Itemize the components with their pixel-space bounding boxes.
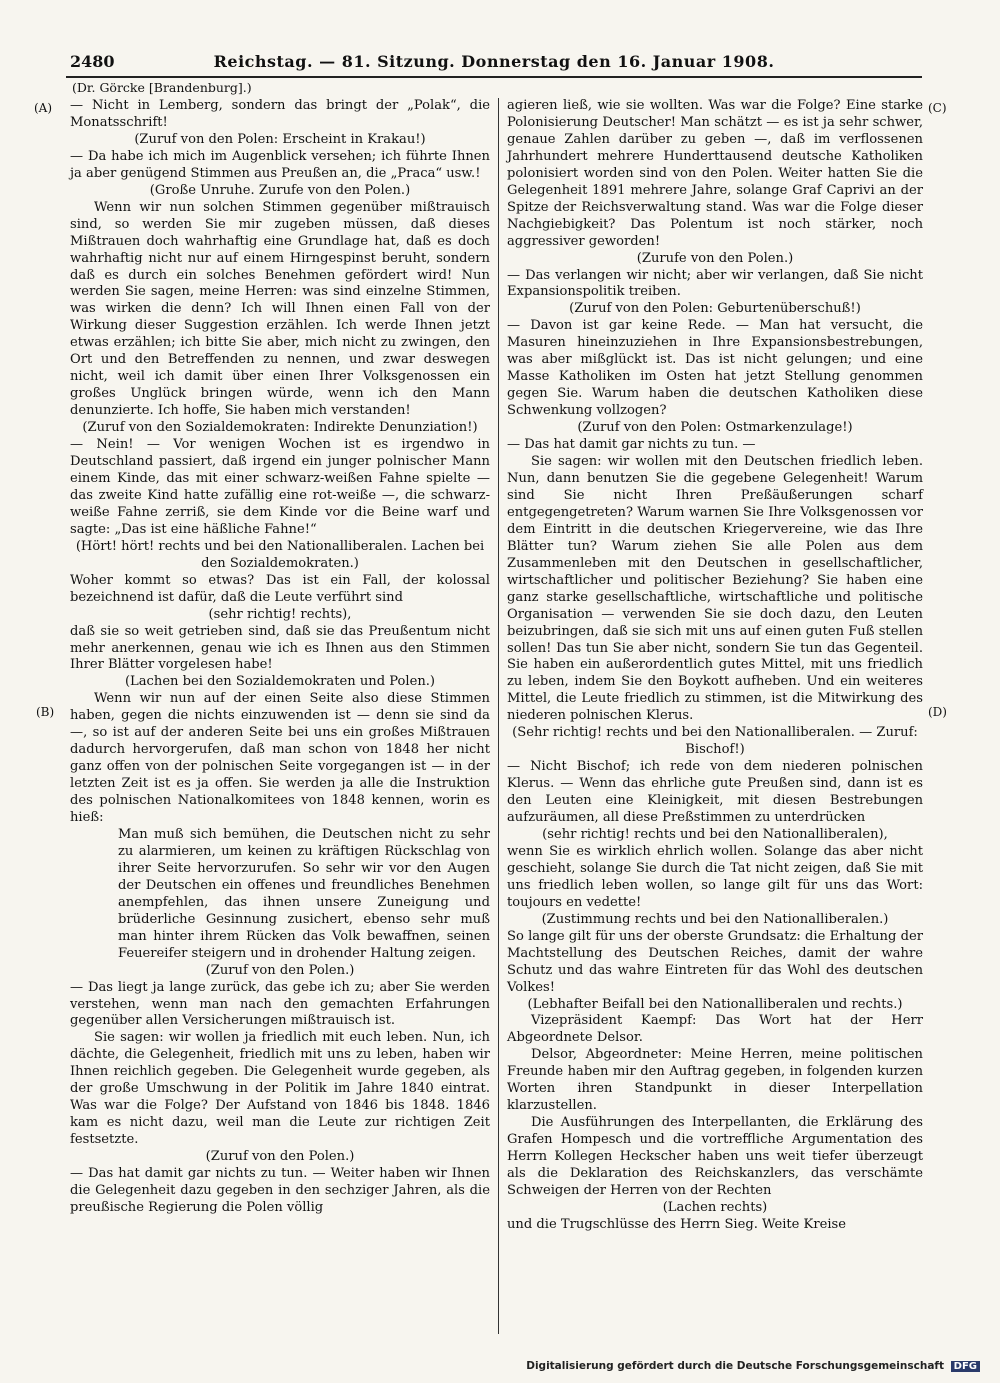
dfg-logo: DFG xyxy=(951,1361,980,1372)
paragraph: (Zuruf von den Polen.) xyxy=(205,1149,355,1165)
paragraph: (sehr richtig! rechts und bei den Nationalliberalen), xyxy=(542,826,888,842)
paragraph: Wenn wir nun solchen Stimmen gegenüber mißtrauisch sind, so werden Sie mir zugeben müssen, daß dieses Mißtrauen doch wahrhaftig eine Grundlage hat, daß es doch wahrhaftig nicht nur auf einem Hirngespinst beruht, sondern daß es durch ein solches Benehmen gefördert wird! Nun werden Sie sagen, meine Herren: was sind einzelne Stimmen, was wirken die denn? Ich will Ihnen einen Fall von der Wirkung dieser Suggestion erzählen. Ich werde Ihnen jetzt etwas erzählen; ich bitte Sie aber, mich nicht zu zwingen, den Ort und den Betreffenden zu nennen, und zwar deswegen nicht, weil ich damit über einen Ihrer Volksgenossen ein großes Unglück bringen würde, wenn ich den Mann denunzierte. Ich hoffe, Sie haben mich verstanden! xyxy=(70,199,490,419)
margin-mark-b: (B) xyxy=(36,705,55,719)
paragraph: (Lachen bei den Sozialdemokraten und Polen.) xyxy=(124,674,436,690)
page-header xyxy=(66,50,922,78)
page-number: 2480 xyxy=(70,52,115,71)
paragraph: (Hört! hört! rechts und bei den Nationalliberalen. Lachen bei den Sozialdemokraten.) xyxy=(75,538,485,571)
paragraph: Wenn wir nun auf der einen Seite also diese Stimmen haben, gegen die nichts einzuwenden ist — denn sie sind da —, so ist auf der anderen Seite bei uns ein großes Mißtrauen dadurch hervorgerufen, daß man schon von 1848 her nicht ganz offen von der polnischen Seite vorgegangen ist — in der letzten Zeit ist es ja offen. Sie werden ja alle die Instruktion des polnischen Nationalkomitees von 1848 kennen, worin es hieß: xyxy=(70,691,490,826)
paragraph: — Das liegt ja lange zurück, das gebe ich zu; aber Sie werden verstehen, wenn man nach den gemachten Erfahrungen gegenüber allen Versicherungen mißtrauisch ist. xyxy=(70,979,490,1029)
margin-mark-a: (A) xyxy=(34,101,53,115)
paragraph: (Lebhafter Beifall bei den Nationalliberalen und rechts.) xyxy=(527,996,903,1012)
paragraph: Man muß sich bemühen, die Deutschen nicht zu sehr zu alarmieren, um keinen zu kräftigen Rückschlag von ihrer Seite hervorzurufen. So sehr wir vor den Augen der Deutschen ein offenes und freundliches Benehmen anempfehlen, das ihnen unsere Zuneigung und brüderliche Gesinnung zusichert, ebenso sehr muß man hinter ihrem Rücken das Volk bewaffnen, seinen Feuereifer steigern und in drohender Haltung zeigen. xyxy=(118,826,490,961)
paragraph: — Das verlangen wir nicht; aber wir verlangen, daß Sie nicht Expansionspolitik treiben. xyxy=(507,267,923,300)
paragraph: wenn Sie es wirklich ehrlich wollen. Solange das aber nicht geschieht, solange Sie durch die Tat nicht zeigen, daß Sie mit uns friedlich leben wollen, so lange gilt für uns das Wort: toujours en vedette! xyxy=(507,843,923,910)
left-text-column xyxy=(70,98,490,1217)
paragraph: (Große Unruhe. Zurufe von den Polen.) xyxy=(149,182,411,198)
paragraph: (Lachen rechts) xyxy=(662,1199,768,1215)
paragraph: — Nicht Bischof; ich rede von dem niederen polnischen Klerus. — Wenn das ehrliche gute Preußen sind, dann ist es den Leuten eine Kleinigkeit, mit diesen Bestrebungen aufzuräumen, all diese Preßstimmen zu unterdrücken xyxy=(507,759,923,826)
paragraph: Vizepräsident Kaempf: Das Wort hat der Herr Abgeordnete Delsor. xyxy=(507,1013,923,1046)
paragraph: Sie sagen: wir wollen ja friedlich mit euch leben. Nun, ich dächte, die Gelegenheit, friedlich mit uns zu leben, haben wir Ihnen reichlich gegeben. Die Gelegenheit wurde gegeben, als der große Umschwung in der Politik im Jahre 1840 eintrat. Was war die Folge? Der Aufstand von 1846 bis 1848. 1846 kam es nicht dazu, weil man die Leute zur richtigen Zeit festsetzte. xyxy=(70,1030,490,1148)
paragraph: Woher kommt so etwas? Das ist ein Fall, der kolossal bezeichnend ist dafür, daß die Leute verführt sind xyxy=(70,572,490,605)
paragraph: (sehr richtig! rechts), xyxy=(208,606,352,622)
paragraph: (Zustimmung rechts und bei den Nationalliberalen.) xyxy=(541,911,889,927)
paragraph: Delsor, Abgeordneter: Meine Herren, meine politischen Freunde haben mir den Auftrag gegeben, in folgenden kurzen Worten ihren Standpunkt in dieser Interpellation klarzustellen. xyxy=(507,1047,923,1114)
paragraph: — Nicht in Lemberg, sondern das bringt der „Polak“, die Monatsschrift! xyxy=(70,98,490,130)
paragraph: Die Ausführungen des Interpellanten, die Erklärung des Grafen Hompesch und die vortreffliche Argumentation des Herrn Kollegen Heckscher haben uns weit tiefer überzeugt als die Deklaration des Reichskanzlers, das verschämte Schweigen der Herren von der Rechten xyxy=(507,1115,923,1198)
paragraph: — Nein! — Vor wenigen Wochen ist es irgendwo in Deutschland passiert, daß irgend ein junger polnischer Mann einem Kinde, das mit einer schwarz-weißen Fahne spielte — das zweite Kind hatte zufällig eine rot-weiße —, die schwarz-weiße Fahne zerriß, sie dem Kinde vor die Beine warf und sagte: „Das ist eine häßliche Fahne!“ xyxy=(70,437,490,537)
paragraph: Sie sagen: wir wollen mit den Deutschen friedlich leben. Nun, dann benutzen Sie die gegebene Gelegenheit! Warum sind Sie nicht Ihren Preßäußerungen scharf entgegengetreten? Warum warnen Sie Ihre Volksgenossen vor dem Eintritt in die deutschen Kriegervereine, wie das Ihre Blätter tun? Warum ziehen Sie alle Polen aus dem Zusammenleben mit den Deutschen in gesellschaftlicher, wirtschaftlicher und politischer Beziehung? Sie haben eine ganz starke gesellschaftliche, wirtschaftliche und politische Organisation — verwenden Sie sie doch dazu, den Leuten beizubringen, daß sie sich mit uns auf einen guten Fuß stellen sollen! Das tun Sie aber nicht, sondern Sie tun das Gegenteil. Sie haben ein außerordentlich gutes Mittel, mit uns friedlich zu leben, indem Sie den Boykott aufheben. Und ein weiteres Mittel, die Leute friedlich zu stimmen, ist die Mitwirkung des niederen polnischen Klerus. xyxy=(507,454,923,724)
paragraph: (Zuruf von den Polen: Ostmarkenzulage!) xyxy=(577,420,853,436)
paragraph: — Das hat damit gar nichts zu tun. — Weiter haben wir Ihnen die Gelegenheit dazu gegeben in den sechziger Jahren, als die preußische Regierung die Polen völlig xyxy=(70,1166,490,1215)
margin-mark-d: (D) xyxy=(928,705,947,719)
paragraph: daß sie so weit getrieben sind, daß sie das Preußentum nicht mehr anerkennen, genau wie ich es Ihnen aus den Stimmen Ihrer Blätter vorgelesen habe! xyxy=(70,623,490,673)
right-text-column xyxy=(507,98,923,1234)
paragraph: (Zurufe von den Polen.) xyxy=(636,250,794,266)
page-title: Reichstag. — 81. Sitzung. Donnerstag den 16. Januar 1908. xyxy=(213,52,775,71)
footer-credit xyxy=(526,1360,980,1372)
speaker-heading: (Dr. Görcke [Brandenburg].) xyxy=(72,80,252,95)
paragraph: (Zuruf von den Polen: Geburtenüberschuß!) xyxy=(569,301,861,317)
paragraph: (Zuruf von den Polen: Erscheint in Krakau!) xyxy=(134,131,426,147)
paragraph: — Davon ist gar keine Rede. — Man hat versucht, die Masuren hineinzuziehen in Ihre Expansionsbestrebungen, was aber mißglückt ist. Das ist nicht gelungen; und eine Masse Katholiken im Osten hat jetzt Stellung genommen gegen Sie. Warum haben die deutschen Katholiken diese Schwenkung vollzogen? xyxy=(507,318,923,419)
column-divider xyxy=(498,98,499,1334)
paragraph: (Zuruf von den Sozialdemokraten: Indirekte Denunziation!) xyxy=(82,420,478,436)
margin-mark-c: (C) xyxy=(928,101,947,115)
paragraph: (Zuruf von den Polen.) xyxy=(205,962,355,978)
footer-text: Digitalisierung gefördert durch die Deutsche Forschungsgemeinschaft xyxy=(526,1360,944,1372)
paragraph: agieren ließ, wie sie wollten. Was war die Folge? Eine starke Polonisierung Deutscher! Man schätzt — es ist ja sehr schwer, genaue Zahlen darüber zu geben —, daß im verflossenen Jahrhundert mehrere Hunderttausend deutsche Katholiken polonisiert worden sind von den Polen. Weiter hatten Sie die Gelegenheit 1891 mehrere Jahre, solange Graf Caprivi an der Spitze der Reichsverwaltung stand. Was war die Folge dieser Nachgiebigkeit? Das Polentum ist noch stärker, noch aggressiver geworden! xyxy=(507,98,923,249)
paragraph: So lange gilt für uns der oberste Grundsatz: die Erhaltung der Machtstellung des Deutschen Reiches, damit der wahre Schutz und das wahre Eintreten für das Wohl des deutschen Volkes! xyxy=(507,928,923,995)
paragraph: (Sehr richtig! rechts und bei den Nationalliberalen. — Zuruf: Bischof!) xyxy=(512,725,918,758)
paragraph: und die Trugschlüsse des Herrn Sieg. Weite Kreise xyxy=(507,1216,847,1232)
paragraph: — Da habe ich mich im Augenblick versehen; ich führte Ihnen ja aber genügend Stimmen aus Preußen an, die „Praca“ usw.! xyxy=(70,148,490,181)
paragraph: — Das hat damit gar nichts zu tun. — xyxy=(507,437,756,453)
